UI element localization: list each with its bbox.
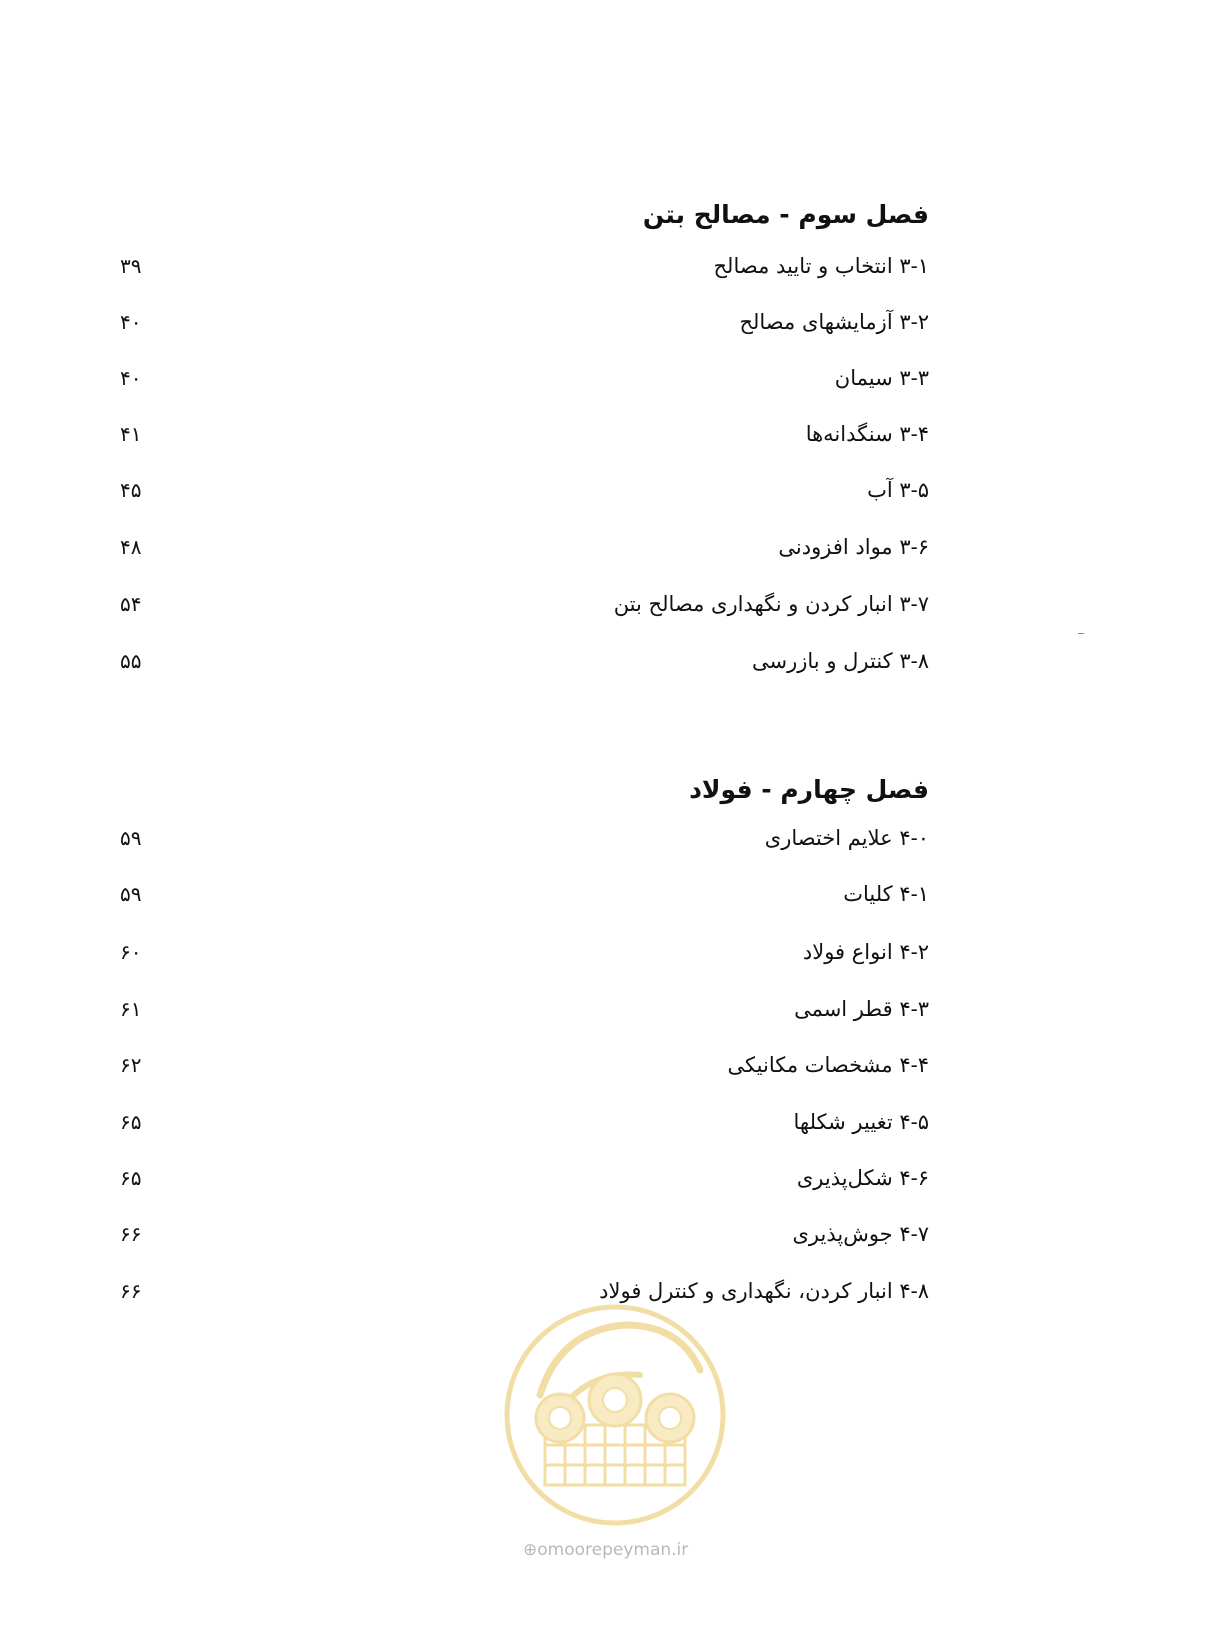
toc-entry-label: ۴-۱ کلیات <box>843 882 929 906</box>
toc-entry-label: ۴-۸ انبار کردن، نگهداری و کنترل فولاد <box>599 1279 929 1303</box>
toc-entry <box>120 535 929 575</box>
toc-entry <box>120 649 929 689</box>
toc-entry <box>120 997 929 1037</box>
toc-entry <box>120 826 929 866</box>
toc-entry-page: ۴۵ <box>120 478 142 502</box>
chapter-4-title: فصل چهارم - فولاد <box>689 775 929 804</box>
toc-entry-label: ۳-۲ آزمایشهای مصالح <box>739 310 929 334</box>
toc-entry-page: ۶۲ <box>120 1053 142 1077</box>
toc-entry-label: ۳-۶ مواد افزودنی <box>778 535 929 559</box>
toc-entry-label: ۳-۸ کنترل و بازرسی <box>752 649 929 673</box>
toc-entry <box>120 882 929 922</box>
toc-entry-page: ۴۰ <box>120 310 142 334</box>
toc-entry <box>120 940 929 980</box>
toc-entry-label: ۴-۵ تغییر شکلها <box>793 1110 929 1134</box>
toc-entry-label: ۳-۷ انبار کردن و نگهداری مصالح بتن <box>613 592 929 616</box>
toc-entry-label: ۴-۶ شکل‌پذیری <box>796 1166 929 1190</box>
toc-entry <box>120 1110 929 1150</box>
toc-entry-label: ۴-۲ انواع فولاد <box>802 940 929 964</box>
toc-entry-label: ۳-۴ سنگدانه‌ها <box>805 422 929 446</box>
scan-speck <box>1078 633 1084 634</box>
toc-entry-page: ۶۵ <box>120 1166 142 1190</box>
toc-entry-page: ۴۸ <box>120 535 142 559</box>
toc-entry-label: ۴-۷ جوش‌پذیری <box>792 1222 929 1246</box>
toc-entry-label: ۳-۳ سیمان <box>834 366 929 390</box>
toc-entry <box>120 1222 929 1262</box>
toc-entry-label: ۳-۵ آب <box>867 478 929 502</box>
watermark-url-text: omoorepeyman.ir <box>537 1540 689 1560</box>
toc-entry-page: ۵۵ <box>120 649 142 673</box>
toc-entry <box>120 1053 929 1093</box>
watermark-logo <box>500 1300 730 1530</box>
toc-entry-page: ۳۹ <box>120 254 142 278</box>
toc-entry-page: ۶۶ <box>120 1222 142 1246</box>
toc-entry <box>120 366 929 406</box>
toc-entry-label: ۴-۰ علایم اختصاری <box>764 826 929 850</box>
toc-entry-label: ۳-۱ انتخاب و تایید مصالح <box>713 254 929 278</box>
toc-entry-page: ۶۱ <box>120 997 142 1021</box>
toc-entry-page: ۴۱ <box>120 422 142 446</box>
toc-entry-page: ۵۹ <box>120 882 142 906</box>
watermark-url <box>523 1540 688 1560</box>
toc-entry-page: ۵۹ <box>120 826 142 850</box>
toc-entry-page: ۶۵ <box>120 1110 142 1134</box>
toc-entry-label: ۴-۳ قطر اسمی <box>794 997 929 1021</box>
chapter-3-title: فصل سوم - مصالح بتن <box>642 200 929 229</box>
toc-entry <box>120 1166 929 1206</box>
toc-entry <box>120 254 929 294</box>
toc-entry-label: ۴-۴ مشخصات مکانیکی <box>727 1053 929 1077</box>
toc-entry <box>120 478 929 518</box>
toc-entry-page: ۵۴ <box>120 592 142 616</box>
toc-entry <box>120 592 929 632</box>
toc-entry-page: ۶۰ <box>120 940 142 964</box>
toc-entry <box>120 310 929 350</box>
toc-entry-page: ۶۶ <box>120 1279 142 1303</box>
toc-entry <box>120 422 929 462</box>
globe-icon: ⊕ <box>523 1540 538 1560</box>
toc-entry-page: ۴۰ <box>120 366 142 390</box>
